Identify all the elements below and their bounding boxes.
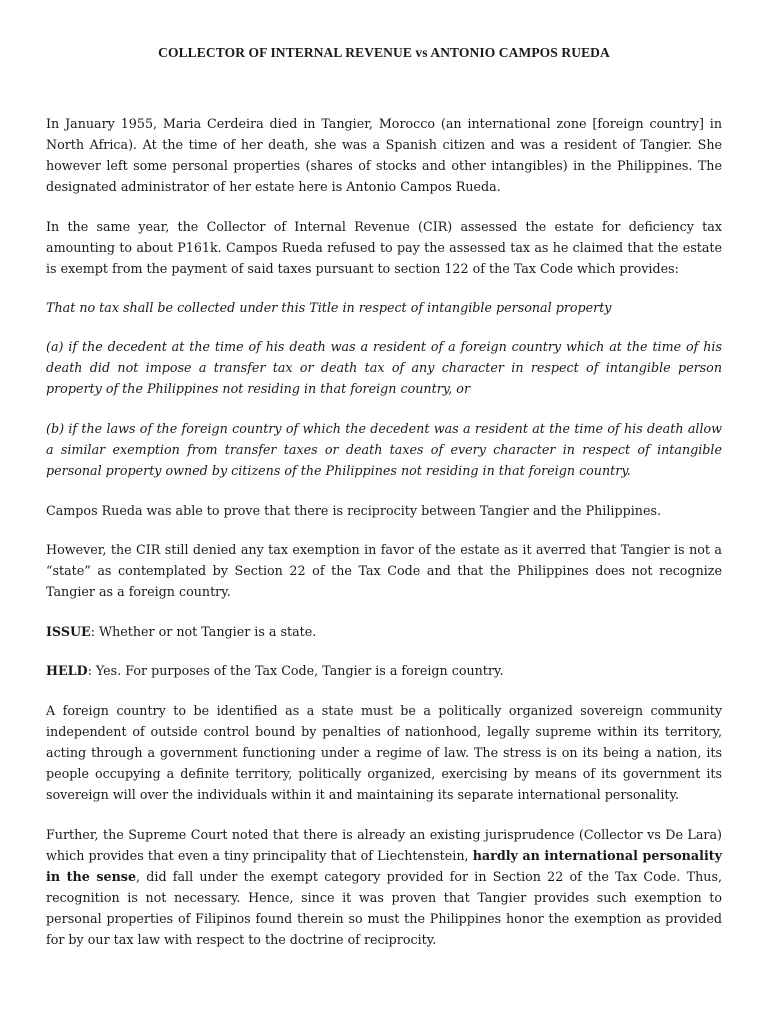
issue-statement [46, 621, 722, 642]
jurisprudence-text-start: Further, the Supreme Court noted that there is already an existing jurisprudence (Collector vs De Lara) which provides that even a tiny principality that of Liechtenstein, [46, 827, 722, 863]
paragraph-facts-1: In January 1955, Maria Cerdeira died in Tangier, Morocco (an international zone [foreign country] in North Africa). At the time of her death, she was a Spanish citizen and was a resident of Tangier. She however left some personal properties (shares of stocks and other intangibles) in the Philippines. The designated administrator of her estate here is Antonio Campos Rueda. [46, 116, 722, 194]
paragraph-facts-2: In the same year, the Collector of Internal Revenue (CIR) assessed the estate for deficiency tax amounting to about P161k. Campos Rueda refused to pay the assessed tax as he claimed that the estate is exempt from the payment of said taxes pursuant to section 122 of the Tax Code which provides: [46, 219, 722, 276]
jurisprudence-text-end: , did fall under the exempt category provided for in Section 22 of the Tax Code. Thus, recognition is not necessary. Hence, since it was proven that Tangier provides such exemption to personal properties of Filipinos found therein so must the Philippines honor the exemption as provided for by our tax law with respect to the doctrine of reciprocity. [46, 869, 722, 947]
held-text: : Yes. For purposes of the Tax Code, Tangier is a foreign country. [87, 663, 504, 678]
paragraph-state-definition: A foreign country to be identified as a state must be a politically organized sovereign community independent of outside control bound by penalties of nationhood, legally supreme within its territory, acting through a government functioning under a regime of law. The stress is on its being a nation, its people occupying a definite territory, politically organized, exercising by means of its government its sovereign will over the individuals within it and maintaining its separate international personality. [46, 703, 722, 802]
paragraph-reciprocity: Campos Rueda was able to prove that there is reciprocity between Tangier and the Philippines. [46, 503, 662, 518]
jurisprudence-emphasis: hardly an international personality in the sense [46, 848, 722, 884]
document-title: COLLECTOR OF INTERNAL REVENUE vs ANTONIO CAMPOS RUEDA [158, 45, 610, 60]
quote-provision-b: (b) if the laws of the foreign country of which the decedent was a resident at the time of his death allow a similar exemption from transfer taxes or death taxes of every character in respect of intangible personal property owned by citizens of the Philippines not residing in that foreign country. [46, 421, 722, 478]
issue-text: : Whether or not Tangier is a state. [90, 624, 317, 639]
held-statement [46, 660, 722, 681]
quote-provision-a: (a) if the decedent at the time of his death was a resident of a foreign country which at the time of his death did not impose a transfer tax or death tax of any character in respect of intangible person property of the Philippines not residing in that foreign country, or [46, 339, 722, 396]
held-label: HELD [46, 663, 88, 678]
quote-provision-intro: That no tax shall be collected under this Title in respect of intangible personal property [46, 300, 612, 315]
paragraph-jurisprudence [46, 824, 722, 950]
issue-label: ISSUE [46, 624, 91, 639]
paragraph-cir-denial: However, the CIR still denied any tax exemption in favor of the estate as it averred that Tangier is not a “state” as contemplated by Section 22 of the Tax Code and that the Philippines does not recognize Tangier as a foreign country. [46, 542, 722, 599]
